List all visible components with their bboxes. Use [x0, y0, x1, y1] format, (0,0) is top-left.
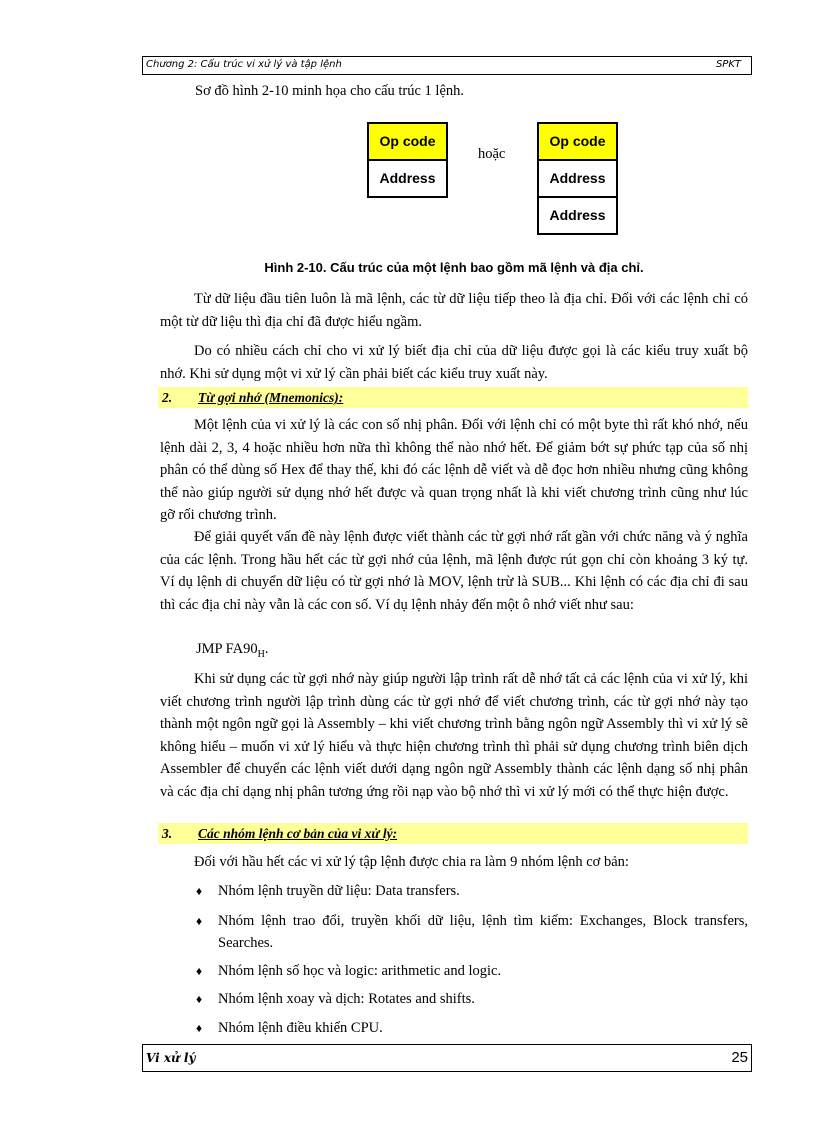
jmp-instruction: JMP FA90: [196, 641, 258, 657]
intro-text: Sơ đồ hình 2-10 minh họa cho cấu trúc 1 lệnh.: [195, 83, 465, 99]
diamond-bullet-icon: ♦: [196, 992, 203, 1006]
list-item: [196, 988, 748, 1010]
or-label: hoặc: [478, 146, 506, 162]
list-item-text: Nhóm lệnh số học và logic: arithmetic and logic.: [218, 963, 502, 979]
instruction-box-1: [367, 122, 448, 198]
hex-subscript: H: [257, 648, 265, 660]
address-cell: Address: [379, 170, 436, 186]
header-label: SPKT: [715, 59, 741, 70]
paragraph: Để giải quyết vấn đề này lệnh được viết thành các từ gợi nhớ rất gần với chức năng và ý nghĩa của các lệnh. Trong hầu hết các từ gợi nhớ của lệnh, mã lệnh được rút gọn chỉ còn khoảng 3 ký tự. Ví dụ lệnh di chuyển dữ liệu có từ gợi nhớ là MOV, lệnh trừ là SUB... Khi lệnh có các địa chỉ đi sau thì các địa chỉ này vẫn là các con số. Ví dụ lệnh nhảy đến một ô nhớ viết như sau:: [160, 529, 748, 613]
list-item-text: Nhóm lệnh truyền dữ liệu: Data transfers.: [218, 883, 460, 899]
paragraph: Một lệnh của vi xử lý là các con số nhị phân. Đối với lệnh chỉ có một byte thì rất khó nhớ, nếu lệnh dài 2, 3, 4 hoặc nhiều hơn nữa thì không thể nào nhớ hết. Để giảm bớt sự phức tạp của số nhị phân có thể dùng số Hex để thay thế, khi đó các lệnh dễ viết và dễ đọc hơn nhiều nhưng cũng không thể nào giúp người sử dụng nhớ hết được và quan trọng nhất là khi viết chương trình cũng như lúc gỡ rối chương trình.: [160, 417, 748, 523]
list-item: [196, 880, 748, 902]
diamond-bullet-icon: ♦: [196, 884, 203, 898]
opcode-cell: Op code: [369, 124, 446, 161]
instruction-box-2: [537, 122, 618, 235]
page-header: [142, 56, 752, 75]
list-item: [196, 1017, 748, 1039]
list-item-text: Nhóm lệnh trao đổi, truyền khối dữ liệu, lệnh tìm kiếm: Exchanges, Block transfers, Searches.: [218, 913, 748, 951]
section-number: 2.: [162, 390, 173, 405]
code-example: JMP $FA90_H$.: [196, 641, 269, 660]
diamond-bullet-icon: ♦: [196, 964, 203, 978]
diamond-bullet-icon: ♦: [196, 914, 203, 928]
figure-caption: Hình 2-10. Cấu trúc của một lệnh bao gồm mã lệnh và địa chỉ.: [264, 260, 644, 275]
list-item-text: Nhóm lệnh xoay và dịch: Rotates and shifts.: [218, 991, 475, 1007]
section-heading: [158, 387, 748, 408]
paragraph: Đối với hầu hết các vi xử lý tập lệnh được chia ra làm 9 nhóm lệnh cơ bản:: [194, 854, 629, 870]
paragraph: Do có nhiều cách chỉ cho vi xử lý biết địa chỉ của dữ liệu được gọi là các kiểu truy xuất bộ nhớ. Khi sử dụng một vi xử lý cần phải biết các kiểu truy xuất này.: [160, 343, 748, 382]
opcode-cell: Op code: [539, 124, 616, 161]
footer-book-title: Vi xử lý: [146, 1051, 196, 1065]
page-footer: [142, 1044, 752, 1072]
section-number: 3.: [162, 826, 173, 841]
section-heading: [158, 823, 748, 844]
section-title: Từ gợi nhớ (Mnemonics):: [198, 390, 344, 405]
section-title: Các nhóm lệnh cơ bản của vi xử lý:: [198, 826, 398, 841]
paragraph: Từ dữ liệu đầu tiên luôn là mã lệnh, các từ dữ liệu tiếp theo là địa chỉ. Đối với các lệnh chỉ có một từ dữ liệu thì địa chỉ đã được hiểu ngầm.: [160, 291, 748, 330]
paragraph: Khi sử dụng các từ gợi nhớ này giúp người lập trình rất dễ nhớ tất cả các lệnh của vi xử lý, khi viết chương trình người lập trình dùng các từ gợi nhớ để viết chương trình, các từ gợi nhớ này tạo thành một ngôn ngữ gọi là Assembly – khi viết chương trình bằng ngôn ngữ Assembly thì vi xử lý sẽ không hiểu – muốn vi xử lý hiểu và thực hiện chương trình thì phải sử dụng chương trình biên dịch Assembler để chuyển các lệnh viết dưới dạng ngôn ngữ Assembly thành các lệnh dạng số nhị phân và các địa chỉ dạng nhị phân tương ứng rồi nạp vào bộ nhớ thì vi xử lý mới có thể thực hiện được.: [160, 671, 748, 800]
address-cell: Address: [539, 196, 616, 233]
page-number: 25: [731, 1049, 748, 1066]
list-item: [196, 960, 748, 982]
list-item-text: Nhóm lệnh điều khiển CPU.: [218, 1020, 383, 1036]
diamond-bullet-icon: ♦: [196, 1021, 203, 1035]
header-chapter-title: Chương 2: Cấu trúc vi xử lý và tập lệnh: [146, 59, 342, 70]
address-cell: Address: [549, 170, 606, 186]
list-item: [196, 910, 748, 954]
